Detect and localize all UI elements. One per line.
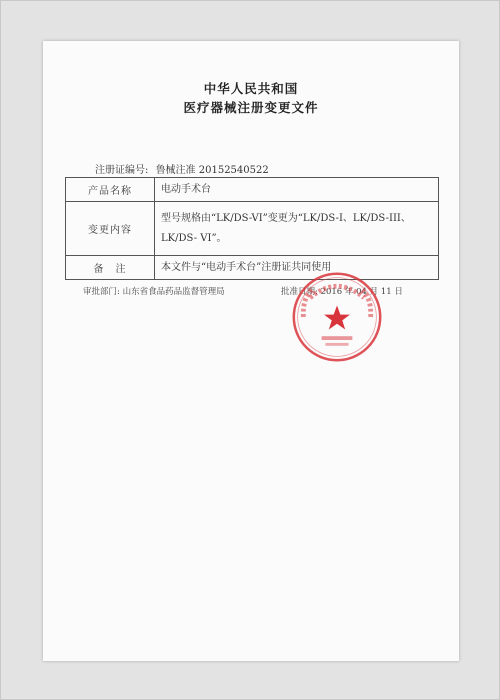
document-title: 医疗器械注册变更文件	[183, 100, 319, 115]
change-content-line-2: LK/DS- VI”。	[161, 232, 227, 244]
approving-authority	[83, 285, 225, 297]
official-seal	[289, 269, 385, 365]
remarks-label: 备 注	[66, 256, 155, 280]
product-name-value: 电动手术台	[155, 178, 439, 202]
approval-date-label: 批准日期:	[281, 287, 318, 297]
registration-number-value: 鲁械注准 20152540522	[155, 165, 269, 176]
table-row	[66, 202, 439, 256]
change-content-value	[155, 202, 439, 256]
change-content-label: 变更内容	[66, 202, 155, 256]
table-row	[66, 178, 439, 202]
seal-arc-text-top	[310, 286, 364, 298]
star-icon	[324, 305, 350, 329]
document-page	[43, 41, 459, 661]
registration-number-label: 注册证编号:	[95, 165, 149, 176]
change-details-table	[65, 177, 439, 280]
document-title-country: 中华人民共和国	[203, 81, 299, 96]
seal-bottom-text-2	[325, 343, 348, 346]
approval-date-value: 2016 年 04 月 11 日	[320, 287, 403, 297]
seal-bottom-text	[322, 336, 353, 340]
registration-number-line	[95, 161, 269, 176]
product-name-label: 产品名称	[66, 178, 155, 202]
approving-authority-label: 审批部门:	[83, 287, 120, 297]
remarks-value: 本文件与“电动手术台”注册证共同使用	[155, 256, 439, 280]
change-content-line-1: 型号规格由“LK/DS-VI”变更为“LK/DS-I、LK/DS-III、	[161, 212, 411, 224]
approving-authority-value: 山东省食品药品监督管理局	[122, 287, 225, 297]
